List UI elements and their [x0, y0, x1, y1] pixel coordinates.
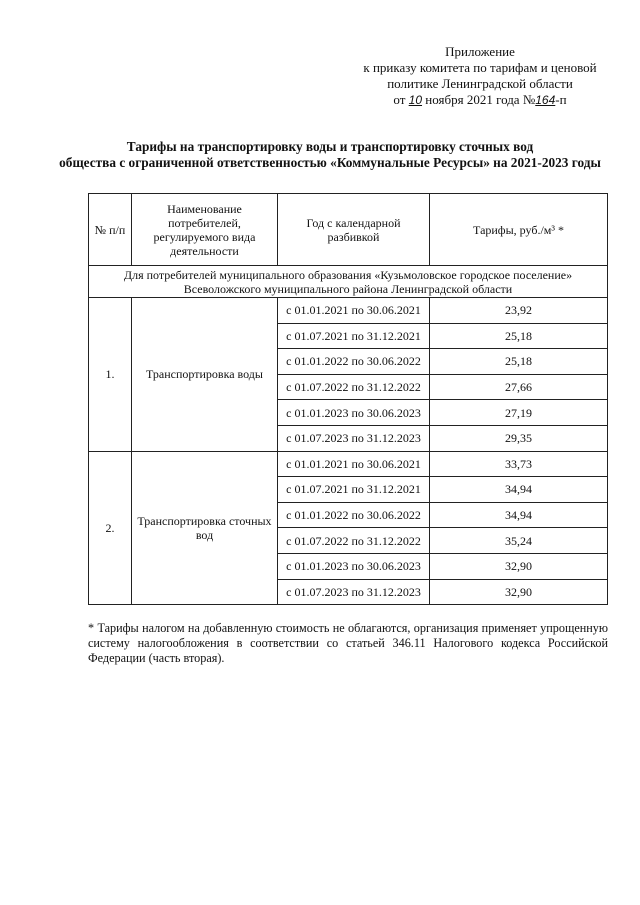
- subheader-line: Для потребителей муниципального образования «Кузьмоловское городское поселение»: [123, 267, 573, 282]
- appendix-header: [330, 44, 630, 108]
- tariff-cell: 23,92: [430, 298, 608, 324]
- header-tariff: Тарифы, руб./м³ *: [430, 194, 608, 266]
- tariff-cell: 29,35: [430, 425, 608, 451]
- subheader-line: Всеволожского муниципального района Ленинградской области: [183, 281, 513, 296]
- period-cell: с 01.01.2022 по 30.06.2022: [278, 502, 430, 528]
- period-cell: с 01.07.2022 по 31.12.2022: [278, 528, 430, 554]
- tariff-cell: 27,66: [430, 374, 608, 400]
- tariff-cell: 35,24: [430, 528, 608, 554]
- service-name: Транспортировка воды: [132, 298, 278, 452]
- header-num: № п/п: [89, 194, 132, 266]
- tariff-cell: 32,90: [430, 553, 608, 579]
- appendix-line: Приложение: [445, 44, 515, 59]
- period-cell: с 01.07.2023 по 31.12.2023: [278, 579, 430, 605]
- header-consumer: Наименование потребителей, регулируемого вида деятельности: [132, 194, 278, 266]
- header-period: Год с календарной разбивкой: [278, 194, 430, 266]
- handwritten-number: 164: [535, 93, 556, 107]
- table-subheader-row: [89, 266, 608, 298]
- period-cell: с 01.01.2021 по 30.06.2021: [278, 298, 430, 324]
- document-title: [40, 139, 620, 171]
- tariff-table: [88, 193, 608, 605]
- row-number: 1.: [89, 298, 132, 452]
- table-header-row: [89, 194, 608, 266]
- title-line: общества с ограниченной ответственностью «Коммунальные Ресурсы» на 2021-2023 годы: [59, 155, 601, 170]
- appendix-line: политике Ленинградской области: [387, 76, 573, 91]
- appendix-date: [330, 92, 630, 108]
- title-line: Тарифы на транспортировку воды и транспортировку сточных вод: [126, 139, 534, 154]
- period-cell: с 01.07.2023 по 31.12.2023: [278, 425, 430, 451]
- period-cell: с 01.01.2022 по 30.06.2022: [278, 349, 430, 375]
- footnote: * Тарифы налогом на добавленную стоимость не облагаются, организация применяет упрощенную систему налогообложения в соответствии со статьей 346.11 Налогового кодекса Российской Федерации (часть вторая).: [88, 621, 608, 665]
- date-mid: ноября 2021 года №: [425, 92, 536, 107]
- table-row: [89, 451, 608, 477]
- tariff-cell: 27,19: [430, 400, 608, 426]
- tariff-cell: 25,18: [430, 323, 608, 349]
- period-cell: с 01.07.2021 по 31.12.2021: [278, 477, 430, 503]
- tariff-cell: 25,18: [430, 349, 608, 375]
- tariff-cell: 32,90: [430, 579, 608, 605]
- period-cell: с 01.07.2021 по 31.12.2021: [278, 323, 430, 349]
- appendix-line: к приказу комитета по тарифам и ценовой: [363, 60, 597, 75]
- tariff-cell: 34,94: [430, 502, 608, 528]
- row-number: 2.: [89, 451, 132, 605]
- handwritten-day: 10: [408, 93, 423, 107]
- period-cell: с 01.01.2023 по 30.06.2023: [278, 553, 430, 579]
- period-cell: с 01.07.2022 по 31.12.2022: [278, 374, 430, 400]
- period-cell: с 01.01.2023 по 30.06.2023: [278, 400, 430, 426]
- tariff-cell: 33,73: [430, 451, 608, 477]
- date-prefix: от: [393, 92, 406, 107]
- number-suffix: -п: [555, 92, 567, 107]
- service-name: Транспортировка сточных вод: [132, 451, 278, 605]
- tariff-cell: 34,94: [430, 477, 608, 503]
- table-row: [89, 298, 608, 324]
- period-cell: с 01.01.2021 по 30.06.2021: [278, 451, 430, 477]
